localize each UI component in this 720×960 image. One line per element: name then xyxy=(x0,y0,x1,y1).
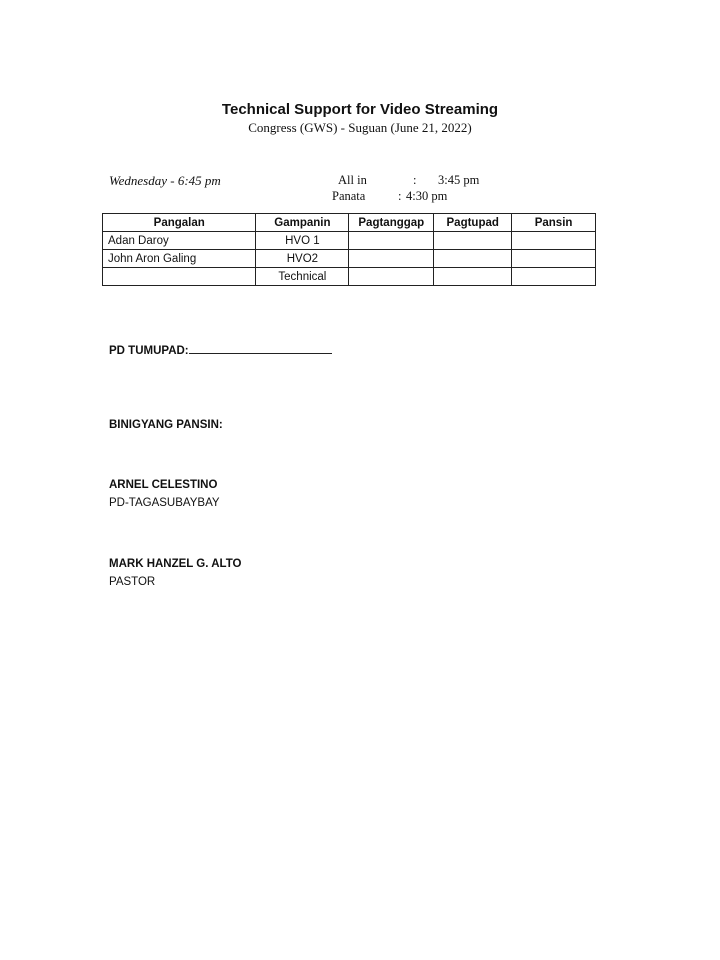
signatory-name: ARNEL CELESTINO xyxy=(109,479,218,491)
pd-tumupad-label: PD TUMUPAD: xyxy=(109,345,189,357)
cell-gampanin: HVO 1 xyxy=(256,232,349,250)
schedule-separator: : xyxy=(413,173,417,187)
cell-pagtanggap xyxy=(349,232,434,250)
binigyang-pansin-label: BINIGYANG PANSIN: xyxy=(109,419,223,431)
schedule-label: All in xyxy=(338,173,367,187)
table-row xyxy=(103,268,596,286)
cell-pagtupad xyxy=(434,268,512,286)
pd-tumupad-signature-line xyxy=(189,342,332,354)
cell-pagtupad xyxy=(434,250,512,268)
schedule-time: 4:30 pm xyxy=(406,189,448,203)
header-gampanin: Gampanin xyxy=(256,214,349,232)
signatory-title: PD-TAGASUBAYBAY xyxy=(109,497,220,509)
cell-pangalan: Adan Daroy xyxy=(103,232,256,250)
document-subtitle: Congress (GWS) - Suguan (June 21, 2022) xyxy=(248,120,472,135)
schedule-time: 3:45 pm xyxy=(438,173,480,187)
table-header-row xyxy=(103,214,596,232)
cell-pangalan xyxy=(103,268,256,286)
cell-pansin xyxy=(512,232,596,250)
table-row xyxy=(103,250,596,268)
roster-table xyxy=(102,213,596,286)
document-title: Technical Support for Video Streaming xyxy=(221,101,499,118)
cell-pagtanggap xyxy=(349,268,434,286)
cell-pangalan: John Aron Galing xyxy=(103,250,256,268)
signatory-name: MARK HANZEL G. ALTO xyxy=(109,558,242,570)
table-row xyxy=(103,232,596,250)
cell-pansin xyxy=(512,250,596,268)
schedule-separator: : xyxy=(398,189,402,203)
cell-pansin xyxy=(512,268,596,286)
header-pagtupad: Pagtupad xyxy=(434,214,512,232)
cell-gampanin: HVO2 xyxy=(256,250,349,268)
header-pansin: Pansin xyxy=(512,214,596,232)
cell-pagtupad xyxy=(434,232,512,250)
header-pangalan: Pangalan xyxy=(103,214,256,232)
header-pagtanggap: Pagtanggap xyxy=(349,214,434,232)
schedule-label: Panata xyxy=(332,189,366,203)
signatory-title: PASTOR xyxy=(109,576,156,588)
cell-gampanin: Technical xyxy=(256,268,349,286)
cell-pagtanggap xyxy=(349,250,434,268)
pd-tumupad-field xyxy=(109,342,332,357)
day-time: Wednesday - 6:45 pm xyxy=(109,173,221,188)
